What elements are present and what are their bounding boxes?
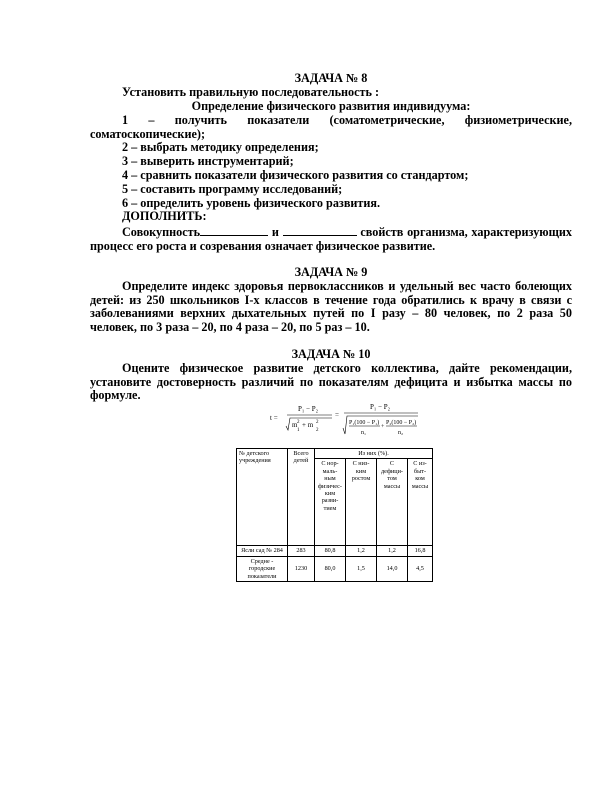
blank-line-1 bbox=[200, 224, 268, 236]
formula-sup-2: 2 bbox=[316, 420, 319, 425]
task8-complete-label: ДОПОЛНИТЬ: bbox=[122, 209, 207, 223]
row1-total: 283 bbox=[288, 546, 315, 556]
formula-frac2-num: P₂(100 − P₂) bbox=[386, 420, 417, 426]
header-low-height: С низ-ким ростом bbox=[346, 459, 377, 546]
row1-normal: 80,8 bbox=[315, 546, 346, 556]
task8-item-6: 6 – определить уровень физического развития. bbox=[122, 196, 381, 210]
formula-sup-1: 2 bbox=[297, 420, 300, 425]
task8-item-1: 1 – получить показатели (соматометрические, физиометрические, соматоскопические); bbox=[90, 113, 572, 141]
task8-subtitle: Определение физического развития индивидуума: bbox=[191, 99, 471, 113]
formula-frac2-den: n₂ bbox=[398, 430, 404, 436]
task8-complete-text-a: Совокупность bbox=[122, 225, 201, 239]
formula-sub-2: 2 bbox=[316, 428, 319, 433]
task8-item-2: 2 – выбрать методику определения; bbox=[122, 140, 319, 154]
formula-frac1-num: P₁(100 − P₁) bbox=[349, 420, 380, 426]
task9-title: ЗАДАЧА № 9 bbox=[294, 265, 368, 279]
formula-eq: = bbox=[335, 411, 339, 419]
formula-plus: + bbox=[381, 424, 385, 430]
header-total: Всего детей bbox=[288, 449, 315, 546]
row2-total: 1230 bbox=[288, 556, 315, 581]
task8-complete-text-c: свойств организма, характеризующих процесс его роста и созревания означает физическое развитие. bbox=[90, 225, 573, 253]
header-institution: № детского учреждения bbox=[237, 449, 288, 546]
formula-sub-1: 1 bbox=[297, 428, 300, 433]
header-normal: С нор-маль-ным физичес-ким разви-тием bbox=[315, 459, 346, 546]
table-row bbox=[237, 556, 433, 581]
row1-excess: 16,8 bbox=[408, 546, 433, 556]
row1-low-height: 1,2 bbox=[346, 546, 377, 556]
row2-normal: 80,0 bbox=[315, 556, 346, 581]
task10-title: ЗАДАЧА № 10 bbox=[291, 347, 371, 361]
formula-t: t = bbox=[270, 414, 278, 422]
physical-development-table bbox=[236, 448, 433, 582]
row2-low-height: 1,5 bbox=[346, 556, 377, 581]
task8-title: ЗАДАЧА № 8 bbox=[294, 71, 368, 85]
task8-item-3: 3 – выверить инструментарий; bbox=[122, 154, 294, 168]
formula-num-1: P₁ − P₂ bbox=[298, 405, 319, 413]
formula-frac1-den: n₁ bbox=[361, 430, 367, 436]
row2-deficit: 14,0 bbox=[377, 556, 408, 581]
table-row bbox=[237, 546, 433, 556]
header-excess: С из-быт-ком массы bbox=[408, 459, 433, 546]
task8-complete-text bbox=[90, 224, 572, 253]
task8-complete-text-b: и bbox=[271, 225, 279, 239]
task9-text: Определите индекс здоровья первоклассников и удельный вес часто болеющих детей: из 250 школьников I-х классов в течение года обратились к врачу в связи с заболеваниями верхних дыхательных путей по I разу – 80 человек, по 2 раза 50 человек, по 3 раза – 20, по 4 раза – 20, по 5 раз – 10. bbox=[90, 279, 572, 334]
formula-m1: m bbox=[292, 421, 298, 429]
task8-item-5: 5 – составить программу исследований; bbox=[122, 182, 343, 196]
significance-formula bbox=[270, 400, 420, 440]
row2-excess: 4,5 bbox=[408, 556, 433, 581]
row1-deficit: 1,2 bbox=[377, 546, 408, 556]
task10-text: Оцените физическое развитие детского коллектива, дайте рекомендации, установите достоверность различий по показателям дефицита и избытка массы по формуле. bbox=[90, 361, 572, 403]
header-deficit: С дефици-том массы bbox=[377, 459, 408, 546]
task8-instruction: Установить правильную последовательность : bbox=[122, 85, 380, 99]
blank-line-2 bbox=[283, 224, 357, 236]
formula-m2: + m bbox=[302, 421, 314, 429]
task8-item-4: 4 – сравнить показатели физического развития со стандартом; bbox=[122, 168, 469, 182]
row1-institution: Ясли сад № 284 bbox=[237, 546, 288, 556]
formula-svg bbox=[270, 400, 420, 440]
formula-num-2: P₁ − P₂ bbox=[370, 403, 391, 411]
header-group: Из них (%). bbox=[315, 449, 433, 459]
table-header-row bbox=[237, 449, 433, 459]
row2-institution: Средне - городские показатели bbox=[237, 556, 288, 581]
